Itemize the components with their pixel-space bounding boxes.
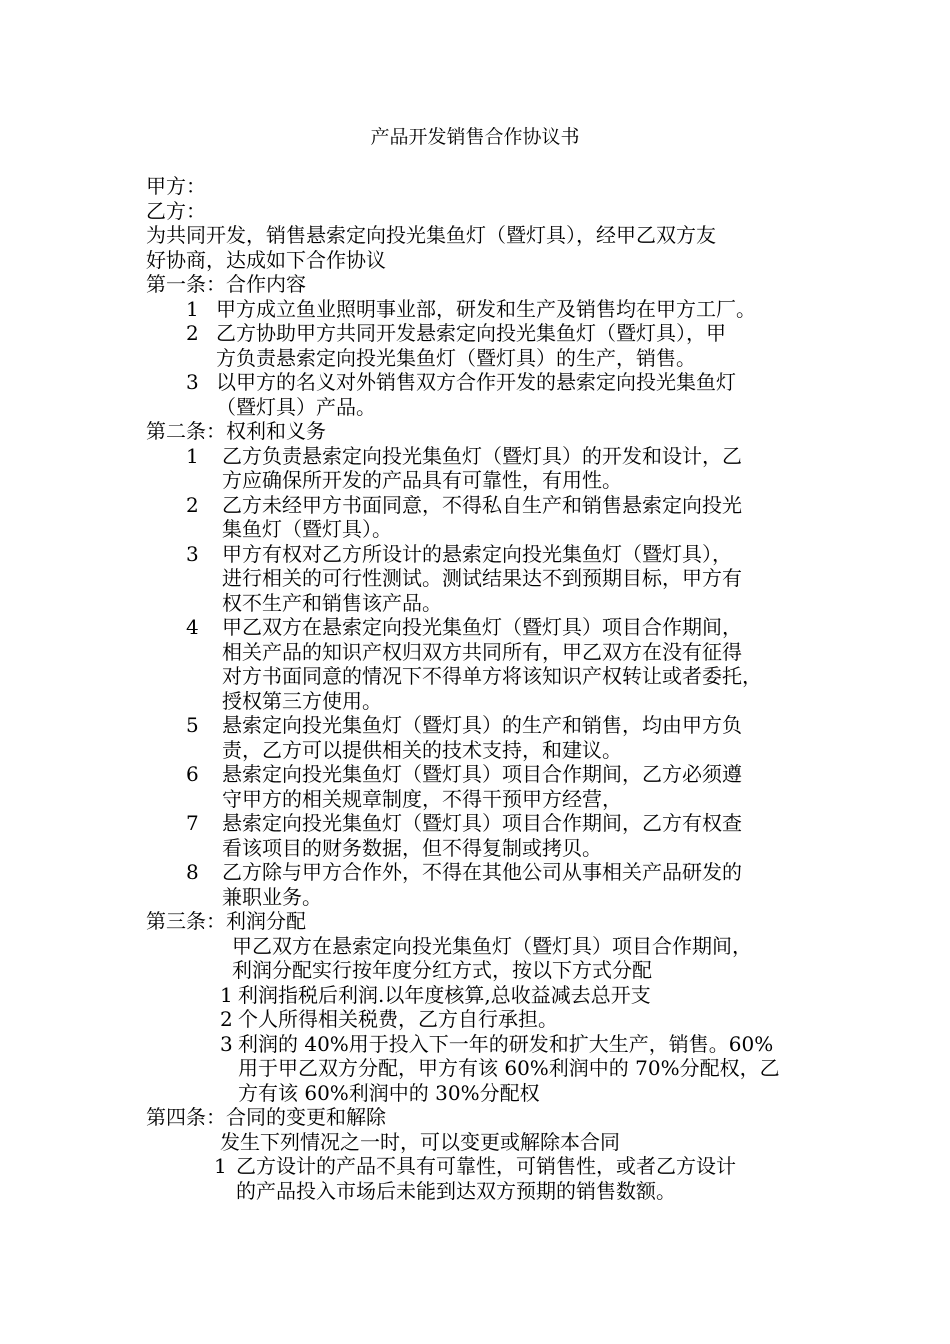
article3-intro: 甲乙双方在悬索定向投光集鱼灯（暨灯具）项目合作期间， <box>232 933 752 958</box>
article3-item <box>146 983 826 1008</box>
article2-heading: 第二条：权利和义务 <box>146 419 326 443</box>
article2-item <box>146 811 826 860</box>
article3-item <box>146 1032 826 1106</box>
item-number: 7 <box>186 811 199 835</box>
item-number: 1 <box>220 982 233 1007</box>
document-title: 产品开发销售合作协议书 <box>370 126 580 148</box>
item-text: 甲乙双方在悬索定向投光集鱼灯（暨灯具）项目合作期间， 相关产品的知识产权归双方共同所有，甲乙双方在没有征得 对方书面同意的情况下不得单方将该知识产权转让或者委托， 授权第三方使用。 <box>222 615 762 713</box>
article4-intro: 发生下列情况之一时，可以变更或解除本合同 <box>220 1129 620 1154</box>
item-number: 1 <box>186 296 199 321</box>
item-text: 乙方未经甲方书面同意，不得私自生产和销售悬索定向投光 集鱼灯（暨灯具）。 <box>222 492 742 541</box>
item-text: 悬索定向投光集鱼灯（暨灯具）项目合作期间，乙方必须遵 守甲方的相关规章制度，不得干预甲方经营， <box>222 762 742 811</box>
item-text: 利润指税后利润.以年度核算,总收益减去总开支 <box>238 982 651 1007</box>
item-number: 3 <box>186 541 199 566</box>
article3-intro: 利润分配实行按年度分红方式，按以下方式分配 <box>232 958 652 982</box>
article2-item <box>146 762 826 811</box>
item-number: 6 <box>186 762 199 786</box>
article1-item <box>146 370 826 419</box>
document-body <box>146 174 826 1203</box>
item-number: 2 <box>186 321 199 345</box>
intro-line: 为共同开发，销售悬索定向投光集鱼灯（暨灯具），经甲乙双方友 <box>146 223 716 247</box>
article1-heading: 第一条：合作内容 <box>146 272 306 296</box>
item-text: 乙方协助甲方共同开发悬索定向投光集鱼灯（暨灯具），甲 方负责悬索定向投光集鱼灯（暨灯具）的生产，销售。 <box>216 321 726 370</box>
item-text: 个人所得相关税费，乙方自行承担。 <box>238 1007 558 1031</box>
item-text: 甲方有权对乙方所设计的悬索定向投光集鱼灯（暨灯具）， 进行相关的可行性测试。测试结果达不到预期目标，甲方有 权不生产和销售该产品。 <box>222 541 742 615</box>
article4-item <box>146 1154 826 1203</box>
article2-item <box>146 542 826 616</box>
item-text: 乙方设计的产品不具有可靠性，可销售性，或者乙方设计 的产品投入市场后未能到达双方预期的销售数额。 <box>236 1154 736 1203</box>
item-number: 8 <box>186 860 199 884</box>
item-number: 3 <box>186 370 199 394</box>
item-text: 甲方成立鱼业照明事业部，研发和生产及销售均在甲方工厂。 <box>216 296 756 321</box>
article1-item <box>146 321 826 370</box>
party-a-label: 甲方： <box>146 174 206 198</box>
item-text: 以甲方的名义对外销售双方合作开发的悬索定向投光集鱼灯 （暨灯具）产品。 <box>216 370 736 419</box>
item-number: 4 <box>186 615 199 639</box>
article3-item <box>146 1007 826 1032</box>
item-number: 2 <box>186 492 199 517</box>
article3-heading: 第三条：利润分配 <box>146 909 306 933</box>
item-number: 2 <box>220 1007 233 1031</box>
item-text: 悬索定向投光集鱼灯（暨灯具）的生产和销售，均由甲方负 责，乙方可以提供相关的技术支持，和建议。 <box>222 713 742 762</box>
intro-line: 好协商，达成如下合作协议 <box>146 247 386 272</box>
item-number: 5 <box>186 713 199 737</box>
article2-item <box>146 713 826 762</box>
item-number: 3 <box>220 1031 233 1056</box>
item-text: 乙方负责悬索定向投光集鱼灯（暨灯具）的开发和设计，乙 方应确保所开发的产品具有可靠性，有用性。 <box>222 443 742 492</box>
article1-item <box>146 297 826 322</box>
article2-item <box>146 615 826 713</box>
article2-item <box>146 493 826 542</box>
item-number: 1 <box>186 443 199 468</box>
item-number: 1 <box>214 1154 227 1178</box>
item-text: 悬索定向投光集鱼灯（暨灯具）项目合作期间，乙方有权查 看该项目的财务数据，但不得复制或拷贝。 <box>222 811 742 860</box>
article2-item <box>146 860 826 909</box>
item-text: 利润的 40%用于投入下一年的研发和扩大生产，销售。60% 用于甲乙双方分配，甲方有该 60%利润中的 70%分配权，乙 方有该 60%利润中的 30%分配权 <box>238 1031 780 1105</box>
article2-item <box>146 444 826 493</box>
party-b-label: 乙方： <box>146 198 206 223</box>
article4-heading: 第四条：合同的变更和解除 <box>146 1105 386 1129</box>
item-text: 乙方除与甲方合作外，不得在其他公司从事相关产品研发的 兼职业务。 <box>222 860 742 909</box>
